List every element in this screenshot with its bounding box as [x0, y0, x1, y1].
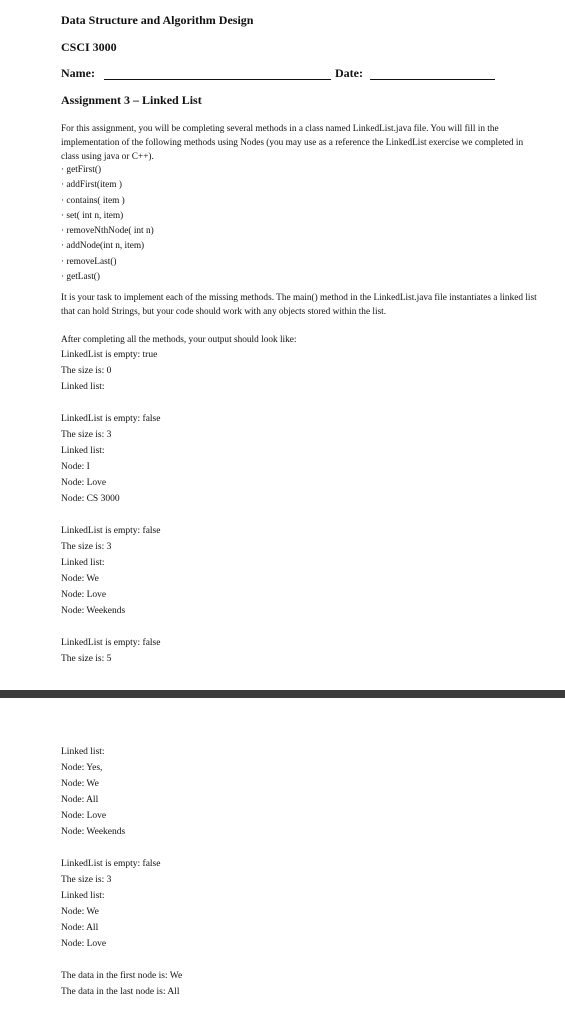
- date-label: Date:: [335, 66, 363, 80]
- method-list-item: [61, 209, 154, 224]
- output-line: Node: Love: [61, 590, 107, 600]
- output-line: Node: I: [61, 462, 90, 472]
- method-name: removeNthNode( int n): [64, 226, 154, 237]
- date-field-line: [370, 79, 495, 80]
- output-line: LinkedList is empty: false: [61, 526, 161, 536]
- output-line: Node: Love: [61, 939, 107, 949]
- output-line: LinkedList is empty: true: [61, 350, 158, 360]
- output-line: Node: Yes,: [61, 763, 103, 773]
- output-line: The data in the last node is: All: [61, 987, 180, 997]
- output-line: The size is: 3: [61, 430, 112, 440]
- output-line: Linked list:: [61, 891, 105, 901]
- output-line: Node: CS 3000: [61, 494, 120, 504]
- output-line: The size is: 5: [61, 654, 112, 664]
- output-line: Linked list:: [61, 747, 105, 757]
- method-name: getFirst(): [64, 165, 102, 175]
- output-line: The data in the first node is: We: [61, 971, 183, 981]
- bullet-marker: ·: [61, 210, 65, 221]
- method-list: [61, 163, 154, 285]
- output-blank-line: [61, 952, 182, 968]
- method-name: set( int n, item): [64, 210, 124, 221]
- bullet-marker: ·: [61, 272, 65, 283]
- output-line: The size is: 3: [61, 875, 112, 885]
- document-page-2: [0, 698, 565, 1024]
- output-line: Node: We: [61, 779, 99, 789]
- output-line: Node: All: [61, 923, 99, 933]
- method-list-item: [61, 255, 154, 270]
- output-blank-line: [61, 507, 160, 523]
- output-line: LinkedList is empty: false: [61, 638, 161, 648]
- method-list-item: [61, 224, 154, 239]
- intro-paragraph: For this assignment, you will be completing several methods in a class named LinkedList.java file. You will fill in the implementation of the following methods using Nodes (you may use as a reference the LinkedList exercise we completed in class using java or C++).: [61, 124, 524, 162]
- method-name: addNode(int n, item): [64, 241, 145, 252]
- method-list-item: [61, 163, 154, 178]
- name-field-line: [104, 79, 331, 80]
- output-line: Linked list:: [61, 446, 105, 456]
- output-line: LinkedList is empty: false: [61, 859, 161, 869]
- course-title: Data Structure and Algorithm Design: [61, 13, 254, 27]
- output-line: Node: Weekends: [61, 606, 126, 616]
- method-name: addFirst(item ): [64, 180, 122, 191]
- task-paragraph: It is your task to implement each of the missing methods. The main() method in the LinkedList.java file instantiates a linked list that can hold Strings, but your code should work with any objects stored within the list.: [61, 293, 537, 317]
- output-line: Linked list:: [61, 382, 105, 392]
- bullet-marker: ·: [61, 180, 65, 191]
- bullet-marker: ·: [61, 256, 65, 267]
- assignment-title: Assignment 3 – Linked List: [61, 93, 202, 107]
- course-code: CSCI 3000: [61, 40, 117, 54]
- output-line: The size is: 0: [61, 366, 112, 376]
- output-blank-line: [61, 840, 182, 856]
- output-line: Node: We: [61, 574, 99, 584]
- bullet-marker: ·: [61, 241, 65, 252]
- bullet-marker: ·: [61, 226, 65, 237]
- method-name: getLast(): [64, 272, 100, 283]
- output-line: LinkedList is empty: false: [61, 414, 161, 424]
- name-label: Name:: [61, 66, 95, 80]
- output-blank-line: [61, 619, 160, 635]
- output-line: The size is: 3: [61, 542, 112, 552]
- bullet-marker: ·: [61, 165, 65, 175]
- after-paragraph: After completing all the methods, your output should look like:: [61, 335, 297, 345]
- output-blank-line: [61, 395, 160, 411]
- bullet-marker: ·: [61, 195, 65, 206]
- method-list-item: [61, 239, 154, 254]
- method-name: removeLast(): [64, 256, 117, 267]
- page-divider: [0, 690, 565, 698]
- method-list-item: [61, 178, 154, 193]
- method-name: contains( item ): [64, 195, 125, 206]
- output-line: Node: Love: [61, 478, 107, 488]
- output-line: Node: Love: [61, 811, 107, 821]
- output-line: Node: All: [61, 795, 99, 805]
- output-line: Linked list:: [61, 558, 105, 568]
- expected-output-part-1: [61, 347, 160, 667]
- output-line: Node: Weekends: [61, 827, 126, 837]
- output-line: Node: We: [61, 907, 99, 917]
- method-list-item: [61, 194, 154, 209]
- method-list-item: [61, 270, 154, 285]
- expected-output-part-2: [61, 744, 182, 1000]
